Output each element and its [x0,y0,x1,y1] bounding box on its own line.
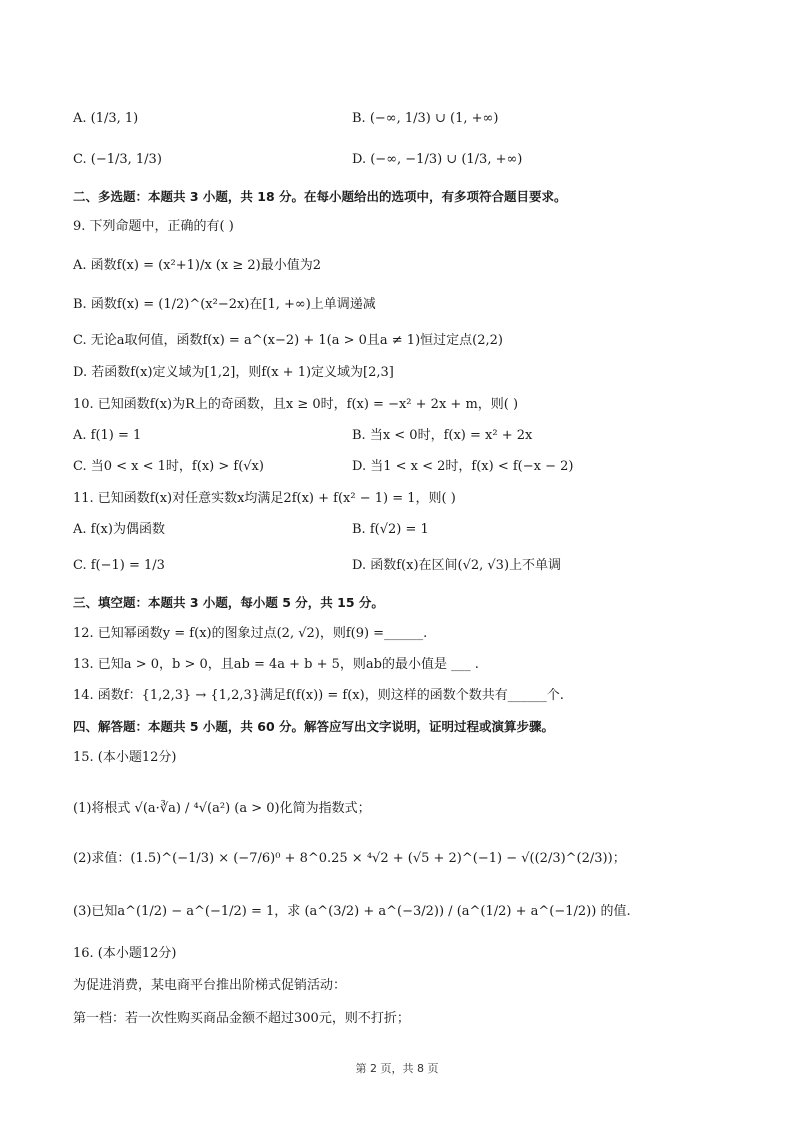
page-footer: 第 2 页，共 8 页 [355,1062,439,1075]
question-13: 13. 已知a > 0，b > 0，且ab = 4a + b + 5，则ab的最小值是 ___ . [73,657,479,672]
question-16-intro: 为促进消费，某电商平台推出阶梯式促销活动： [73,978,347,993]
question-9-option-a: A. 函数f(x) = (x²+1)/x (x ≥ 2)最小值为2 [73,258,321,273]
question-11-stem: 11. 已知函数f(x)对任意实数x均满足2f(x) + f(x² − 1) = 1，则( ) [73,491,456,506]
question-10-stem: 10. 已知函数f(x)为R上的奇函数，且x ≥ 0时，f(x) = −x² + 2x + m，则( ) [73,397,519,412]
q8-option-a: A. (1/3, 1) [73,111,139,126]
question-11-option-a: A. f(x)为偶函数 [73,522,165,537]
section-heading-solutions: 四、解答题：本题共 5 小题，共 60 分。解答应写出文字说明，证明过程或演算步骤。 [73,719,555,734]
question-11-option-b: B. f(√2) = 1 [352,522,429,537]
question-15-part-2: (2)求值：(1.5)^(−1/3) × (−7/6)⁰ + 8^0.25 × ⁴√2 + (√5 + 2)^(−1) − √((2/3)^(2/3))； [73,851,626,866]
question-9-stem: 9. 下列命题中，正确的有( ) [73,219,234,234]
question-15-part-1: (1)将根式 √(a·∛a) / ⁴√(a²) (a > 0)化简为指数式； [73,801,371,816]
question-10-option-a: A. f(1) = 1 [73,428,142,443]
q8-option-b: B. (−∞, 1/3) ∪ (1, +∞) [352,111,499,126]
question-16-tier-1: 第一档：若一次性购买商品金额不超过300元，则不打折； [73,1011,410,1026]
question-10-option-d: D. 当1 < x < 2时，f(x) < f(−x − 2) [352,459,574,474]
question-15-stem: 15. (本小题12分) [73,750,177,765]
question-11-option-c: C. f(−1) = 1/3 [73,558,165,573]
section-heading-multi-choice: 二、多选题：本题共 3 小题，共 18 分。在每小题给出的选项中，有多项符合题目要求。 [73,189,567,204]
question-16-stem: 16. (本小题12分) [73,946,177,961]
question-9-option-b: B. 函数f(x) = (1/2)^(x²−2x)在[1, +∞)上单调递减 [73,297,376,312]
question-15-part-3: (3)已知a^(1/2) − a^(−1/2) = 1，求 (a^(3/2) + a^(−3/2)) / (a^(1/2) + a^(−1/2)) 的值. [73,904,631,919]
q8-option-d: D. (−∞, −1/3) ∪ (1/3, +∞) [352,152,523,167]
question-12: 12. 已知幂函数y = f(x)的图象过点(2, √2)，则f(9) =______. [73,626,428,641]
question-11-option-d: D. 函数f(x)在区间(√2, √3)上不单调 [352,558,562,573]
question-14: 14. 函数f：{1,2,3} → {1,2,3}满足f(f(x)) = f(x)，则这样的函数个数共有______个. [73,688,564,703]
section-heading-fill-in: 三、填空题：本题共 3 小题，每小题 5 分，共 15 分。 [73,595,384,610]
question-9-option-c: C. 无论a取何值，函数f(x) = a^(x−2) + 1(a > 0且a ≠ 1)恒过定点(2,2) [73,333,503,348]
q8-option-c: C. (−1/3, 1/3) [73,152,162,167]
question-9-option-d: D. 若函数f(x)定义域为[1,2]，则f(x + 1)定义域为[2,3] [73,365,394,380]
question-10-option-b: B. 当x < 0时，f(x) = x² + 2x [352,428,533,443]
question-10-option-c: C. 当0 < x < 1时，f(x) > f(√x) [73,459,264,474]
